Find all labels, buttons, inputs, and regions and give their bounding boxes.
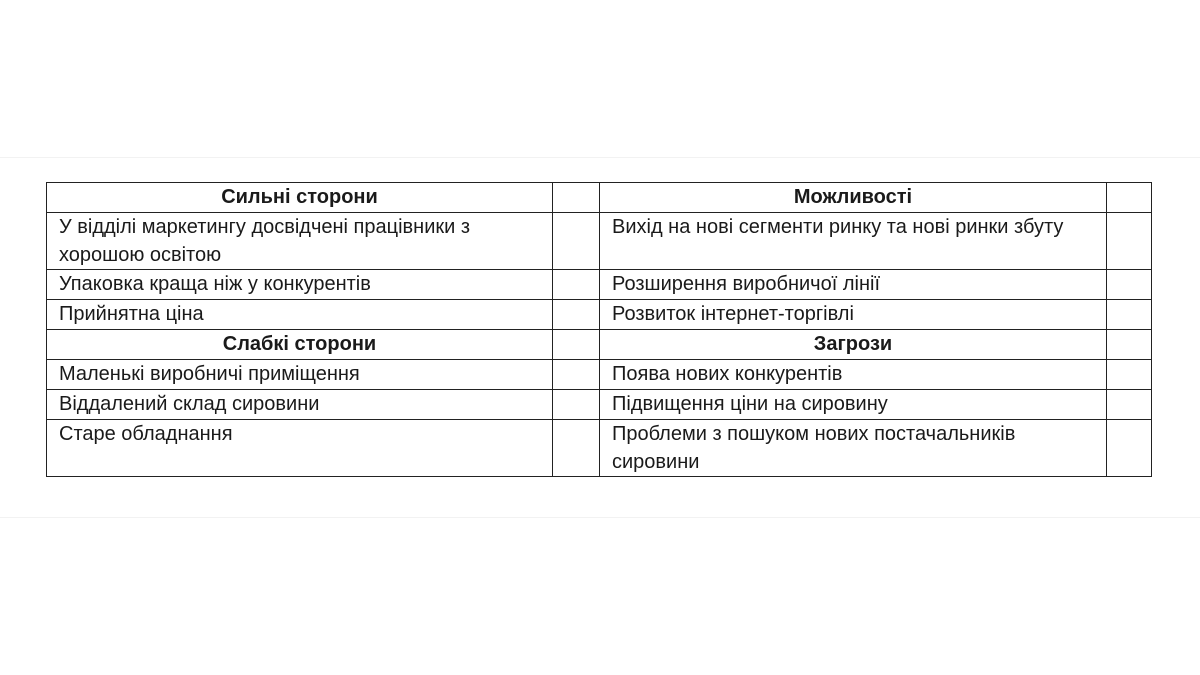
empty-cell [553,420,600,477]
empty-cell [1107,360,1152,390]
weakness-cell: Маленькі виробничі приміщення [47,360,553,390]
empty-cell [553,270,600,300]
weakness-cell: Старе обладнання [47,420,553,477]
weakness-cell: Віддалений склад сировини [47,390,553,420]
empty-cell [1107,270,1152,300]
empty-cell [1107,213,1152,270]
weaknesses-header: Слабкі сторони [47,330,553,360]
opportunity-cell: Вихід на нові сегменти ринку та нові ринки збуту [600,213,1107,270]
empty-cell [553,330,600,360]
empty-cell [553,390,600,420]
empty-cell [553,183,600,213]
threat-cell: Підвищення ціни на сировину [600,390,1107,420]
table-row [47,300,1152,330]
empty-cell [1107,390,1152,420]
table-row [47,420,1152,477]
empty-cell [1107,420,1152,477]
strength-cell: Упаковка краща ніж у конкурентів [47,270,553,300]
empty-cell [553,300,600,330]
empty-cell [553,213,600,270]
empty-cell [1107,300,1152,330]
opportunities-header: Можливості [600,183,1107,213]
opportunity-cell: Розвиток інтернет-торгівлі [600,300,1107,330]
table-row [47,270,1152,300]
empty-cell [1107,183,1152,213]
strength-cell: У відділі маркетингу досвідчені працівники з хорошою освітою [47,213,553,270]
table-row [47,183,1152,213]
strengths-header: Сильні сторони [47,183,553,213]
threat-cell: Проблеми з пошуком нових постачальників сировини [600,420,1107,477]
table-row [47,390,1152,420]
table-row [47,213,1152,270]
empty-cell [1107,330,1152,360]
strength-cell: Прийнятна ціна [47,300,553,330]
table-row [47,330,1152,360]
threats-header: Загрози [600,330,1107,360]
table-row [47,360,1152,390]
opportunity-cell: Розширення виробничої лінії [600,270,1107,300]
swot-table [46,182,1152,477]
empty-cell [553,360,600,390]
threat-cell: Поява нових конкурентів [600,360,1107,390]
